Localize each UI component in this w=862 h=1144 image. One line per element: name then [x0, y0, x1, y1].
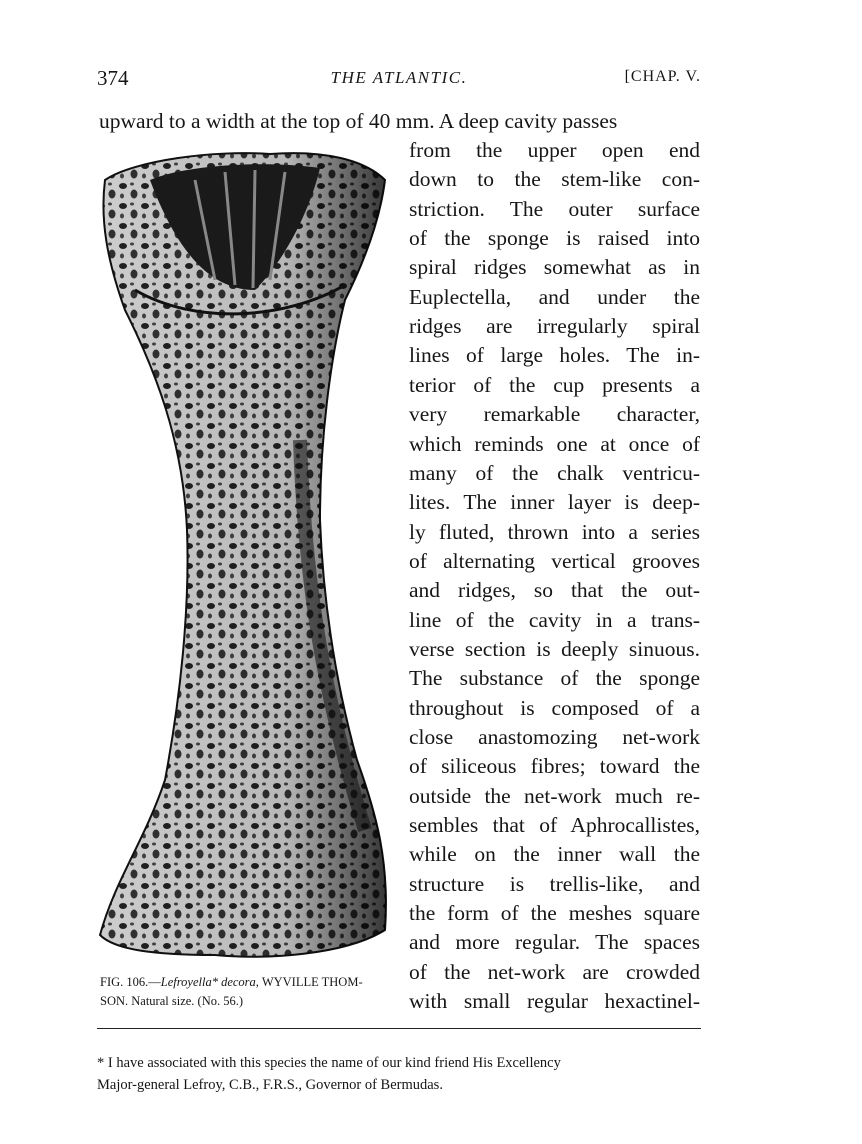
footnote — [97, 1052, 701, 1096]
body-column-line: which reminds one at once of — [409, 431, 700, 456]
body-column-line: verse section is deeply sinuous. — [409, 636, 700, 661]
body-column-line: down to the stem-like con- — [409, 167, 700, 192]
body-column-line: lines of large holes. The in- — [409, 343, 700, 368]
body-column-line: terior of the cup presents a — [409, 372, 700, 397]
body-column-line: close anastomozing net-work — [409, 725, 700, 749]
body-column-line: outside the net-work much re- — [409, 783, 700, 808]
caption-line-2: SON. Natural size. (No. 56.) — [100, 994, 244, 1008]
running-title: THE ATLANTIC. — [330, 68, 468, 87]
body-column-line: The substance of the sponge — [409, 666, 700, 691]
body-column-line: of siliceous fibres; toward the — [409, 754, 700, 779]
body-column-line: striction. The outer surface — [409, 196, 700, 221]
body-column-line: while on the inner wall the — [409, 842, 700, 867]
body-column-line: ridges are irregularly spiral — [409, 314, 700, 339]
body-column-line: throughout is composed of a — [409, 695, 700, 720]
caption-prefix: FIG. 106.— — [100, 975, 161, 989]
body-column-line: and more regular. The spaces — [409, 930, 700, 955]
body-column-line: ly fluted, thrown into a series — [409, 519, 700, 544]
body-column-line: sembles that of Aphrocallistes, — [409, 813, 700, 838]
caption-author: WYVILLE THOM- — [258, 975, 363, 989]
caption-taxon: Lefroyella* decora, — [160, 975, 259, 989]
body-column-line: and ridges, so that the out- — [409, 578, 700, 603]
page-number: 374 — [97, 66, 129, 90]
running-head — [97, 66, 701, 96]
body-column-line: many of the chalk ventricu- — [409, 460, 700, 485]
body-column-line: structure is trellis-like, and — [409, 871, 700, 896]
sponge-illustration — [95, 140, 395, 970]
body-column-line: the form of the meshes square — [409, 901, 700, 926]
body-column-line: Euplectella, and under the — [409, 284, 700, 309]
body-column-line: of the net-work are crowded — [409, 959, 700, 984]
body-column-line: from the upper open end — [409, 138, 700, 162]
footnote-line-1: * I have associated with this species the name of our kind friend His Excellency — [97, 1055, 561, 1071]
body-column-line: line of the cavity in a trans- — [409, 607, 700, 632]
figure-caption — [100, 973, 400, 1011]
body-first-line: upward to a width at the top of 40 mm. A deep cavity passes — [99, 109, 618, 133]
sponge-engraving — [95, 140, 395, 970]
body-column-line: with small regular hexactinel- — [409, 989, 700, 1014]
body-column-line: lites. The inner layer is deep- — [409, 490, 700, 515]
body-column-line: spiral ridges somewhat as in — [409, 255, 700, 280]
caption-line-1 — [100, 973, 400, 992]
footnote-line-2: Major-general Lefroy, C.B., F.R.S., Governor of Bermudas. — [97, 1077, 443, 1093]
body-column-line: of the sponge is raised into — [409, 226, 700, 251]
chapter-reference: [CHAP. V. — [624, 68, 701, 85]
body-column-line: very remarkable character, — [409, 402, 700, 427]
footnote-rule — [97, 1028, 701, 1029]
body-column-line: of alternating vertical grooves — [409, 548, 700, 573]
